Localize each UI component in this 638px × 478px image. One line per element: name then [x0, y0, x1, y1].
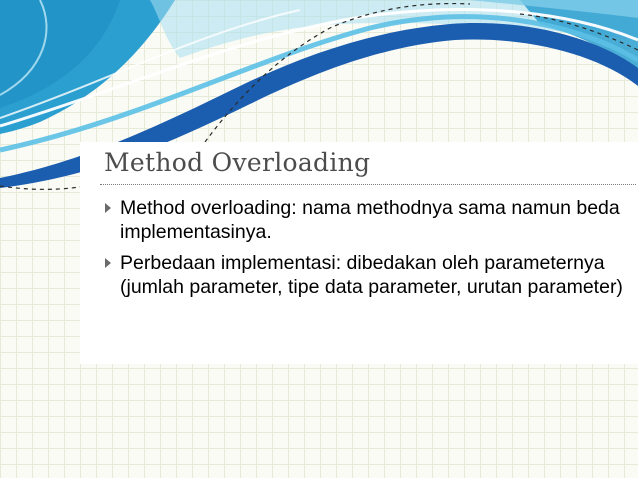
title-divider	[100, 184, 636, 185]
triangle-right-icon	[105, 203, 111, 213]
bullet-item	[100, 196, 630, 244]
bullet-text: Perbedaan implementasi: dibedakan oleh parameternya (jumlah parameter, tipe data parameter, urutan parameter)	[120, 252, 623, 298]
bullet-text: Method overloading: nama methodnya sama namun beda implementasinya.	[120, 197, 620, 243]
bullet-list	[100, 196, 630, 306]
bullet-item	[100, 251, 630, 299]
triangle-right-icon	[105, 258, 111, 268]
slide-title: Method Overloading	[104, 148, 371, 177]
